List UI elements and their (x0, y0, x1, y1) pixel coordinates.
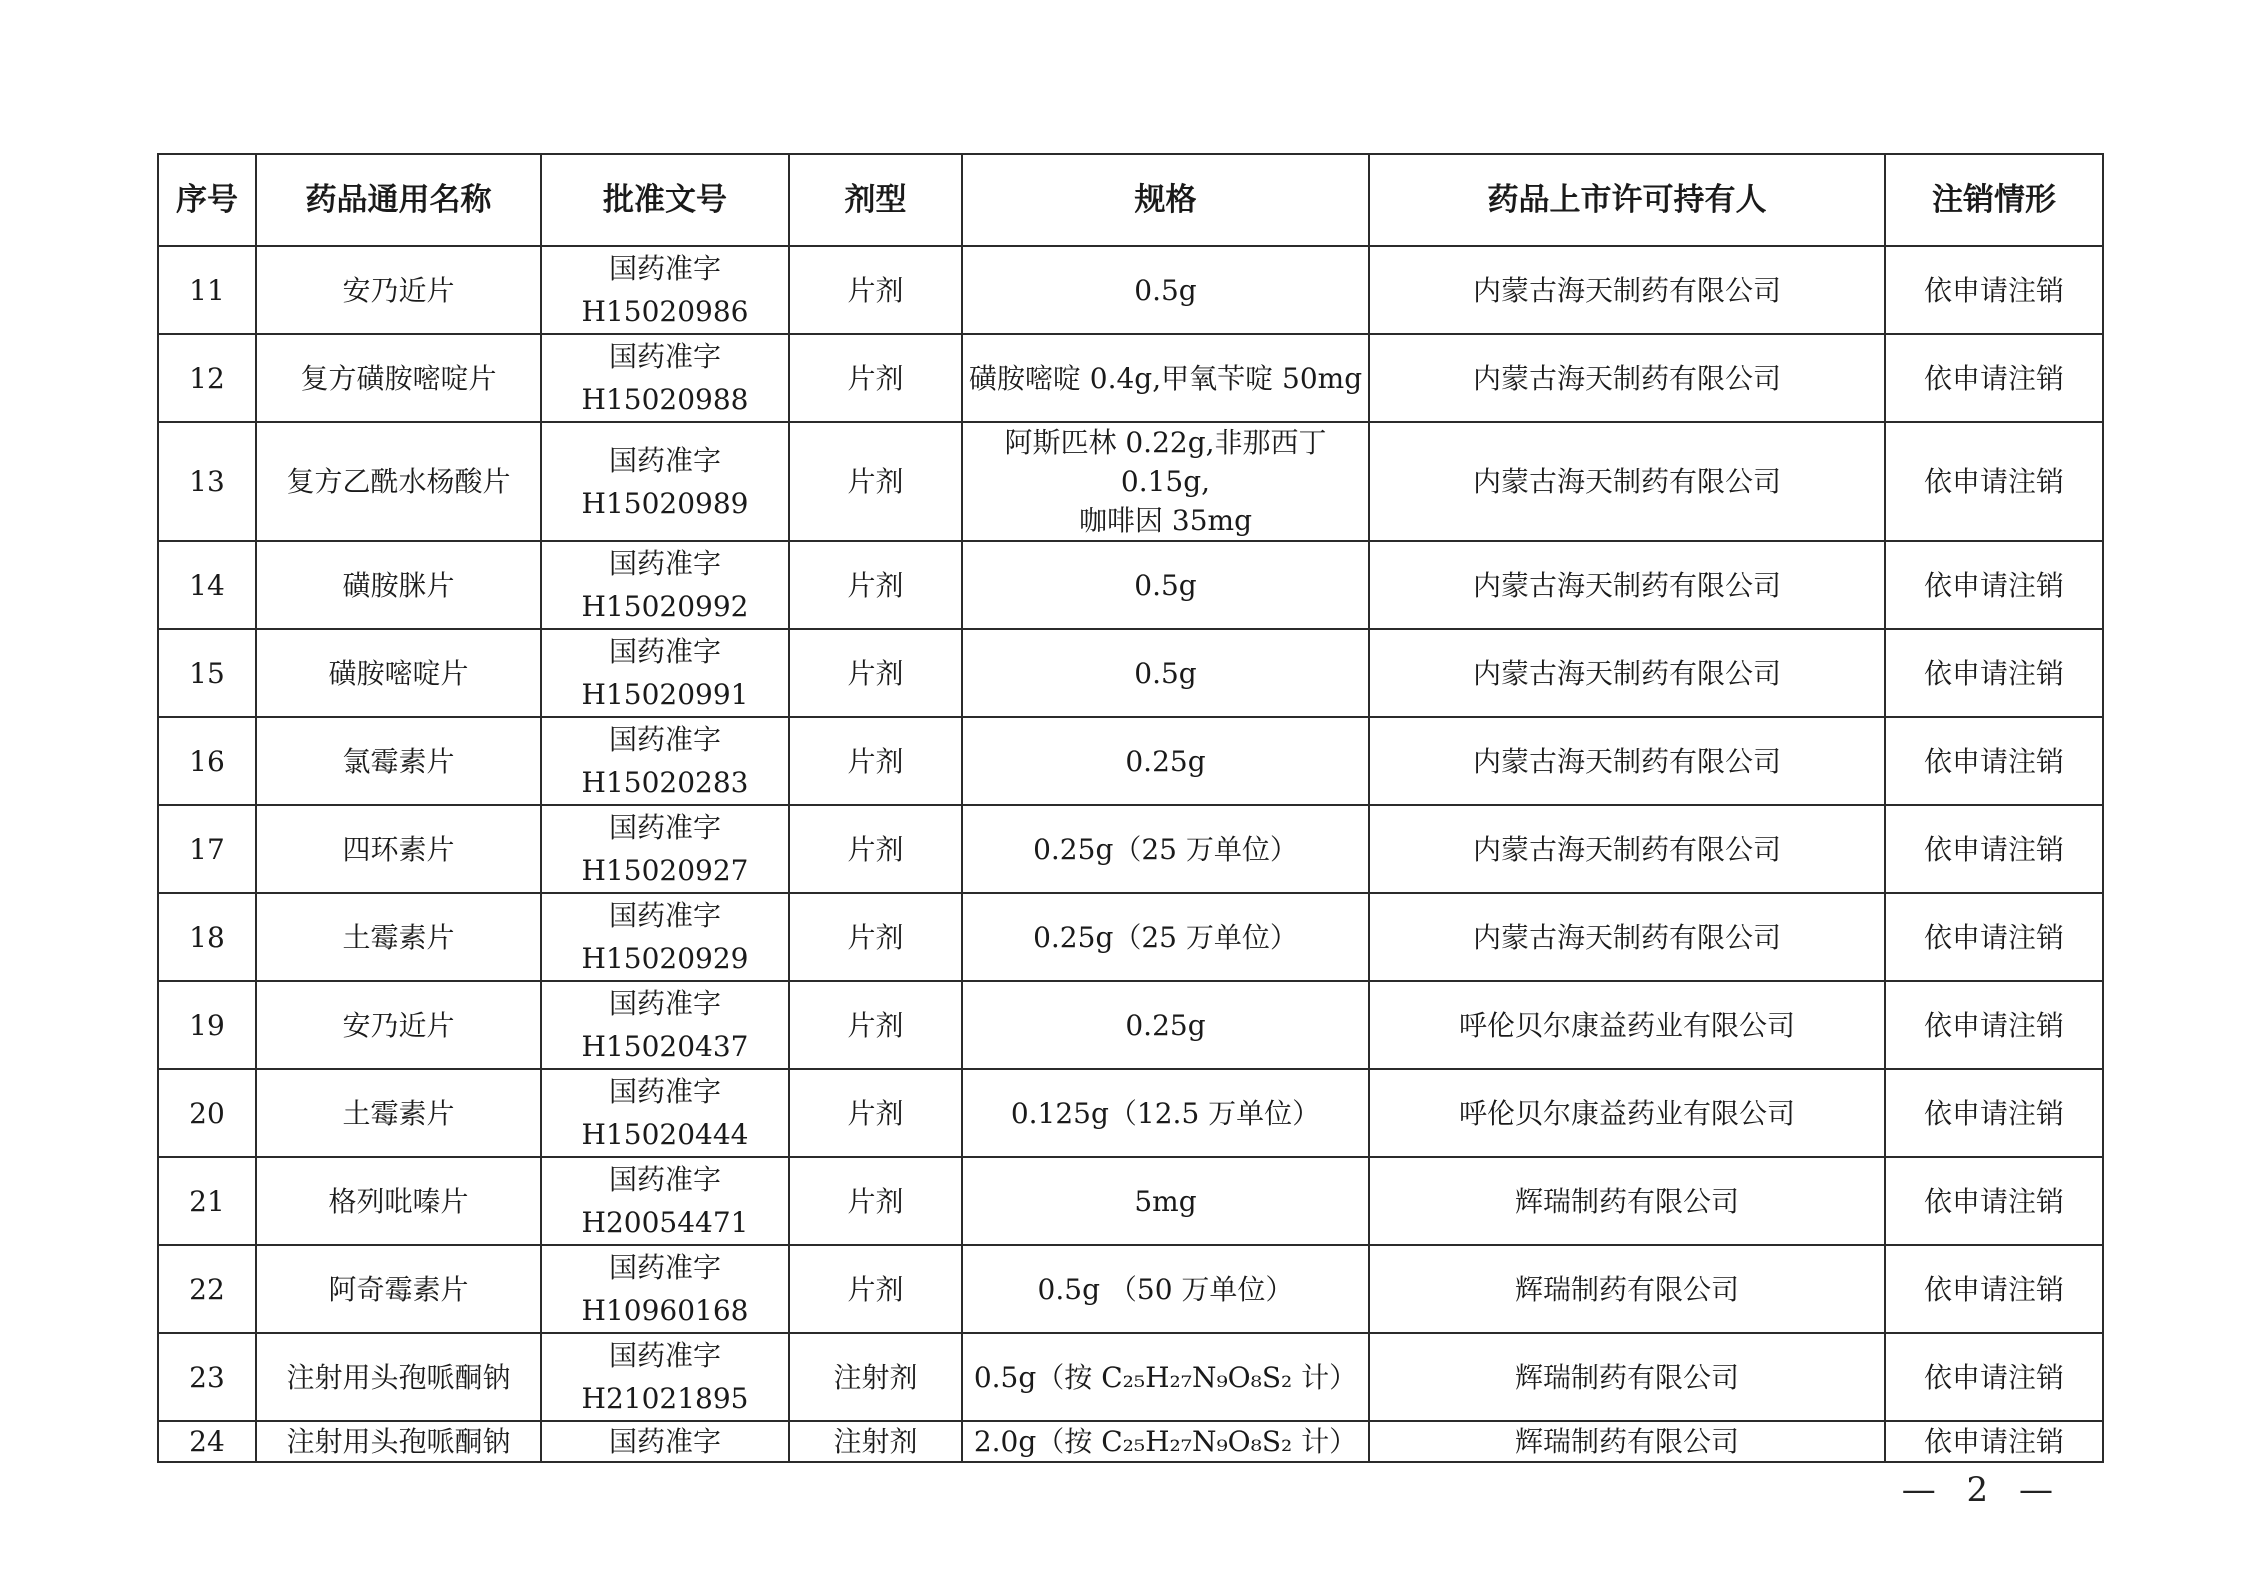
cell-cancellation-status: 依申请注销 (1885, 1157, 2103, 1245)
header-cancellation-status: 注销情形 (1885, 154, 2103, 246)
cell-serial-no: 14 (158, 541, 256, 629)
header-approval-no: 批准文号 (541, 154, 789, 246)
cell-approval-no-text: 国药准字 H15020988 (581, 340, 749, 416)
cell-dosage-form: 注射剂 (789, 1421, 962, 1462)
cell-approval-no (541, 1157, 789, 1245)
cell-serial-no: 19 (158, 981, 256, 1069)
cell-drug-name: 安乃近片 (256, 981, 541, 1069)
cell-drug-name: 注射用头孢哌酮钠 (256, 1333, 541, 1421)
table-row (158, 1069, 2103, 1157)
header-specification: 规格 (962, 154, 1369, 246)
cell-serial-no: 15 (158, 629, 256, 717)
cell-specification-text: 0.25g（25 万单位） (1033, 832, 1298, 866)
cell-specification-text: 0.25g (1125, 744, 1206, 778)
cell-license-holder: 辉瑞制药有限公司 (1369, 1333, 1885, 1421)
table-row (158, 422, 2103, 541)
cell-license-holder: 呼伦贝尔康益药业有限公司 (1369, 1069, 1885, 1157)
cell-license-holder: 内蒙古海天制药有限公司 (1369, 805, 1885, 893)
cell-drug-name: 四环素片 (256, 805, 541, 893)
cell-cancellation-status: 依申请注销 (1885, 334, 2103, 422)
cell-approval-no (541, 893, 789, 981)
cell-cancellation-status: 依申请注销 (1885, 981, 2103, 1069)
table-row (158, 334, 2103, 422)
cell-specification (962, 1245, 1369, 1333)
table-row (158, 1245, 2103, 1333)
cell-cancellation-status: 依申请注销 (1885, 1421, 2103, 1462)
cell-approval-no-text: 国药准字 H15020437 (581, 987, 749, 1063)
cell-specification-text: 0.5g (1134, 656, 1197, 690)
cell-approval-no (541, 1069, 789, 1157)
cell-specification-text: 5mg (1134, 1184, 1197, 1218)
table-row (158, 981, 2103, 1069)
cell-drug-name: 磺胺嘧啶片 (256, 629, 541, 717)
table-row (158, 246, 2103, 334)
cell-serial-no: 24 (158, 1421, 256, 1462)
cell-specification-text: 0.25g（25 万单位） (1033, 920, 1298, 954)
cell-drug-name: 安乃近片 (256, 246, 541, 334)
cell-license-holder: 辉瑞制药有限公司 (1369, 1157, 1885, 1245)
table-row (158, 717, 2103, 805)
cell-cancellation-status: 依申请注销 (1885, 717, 2103, 805)
cell-dosage-form: 片剂 (789, 717, 962, 805)
cell-approval-no (541, 981, 789, 1069)
cell-drug-name: 阿奇霉素片 (256, 1245, 541, 1333)
cell-approval-no (541, 1333, 789, 1421)
cell-approval-no (541, 717, 789, 805)
cell-dosage-form: 片剂 (789, 334, 962, 422)
cell-specification (962, 541, 1369, 629)
cell-specification (962, 422, 1369, 541)
cell-approval-no (541, 1245, 789, 1333)
cell-dosage-form: 片剂 (789, 246, 962, 334)
cell-specification (962, 893, 1369, 981)
cell-dosage-form: 片剂 (789, 893, 962, 981)
cell-cancellation-status: 依申请注销 (1885, 893, 2103, 981)
cell-serial-no: 16 (158, 717, 256, 805)
cell-approval-no (541, 541, 789, 629)
cell-approval-no (541, 334, 789, 422)
cell-cancellation-status: 依申请注销 (1885, 422, 2103, 541)
cell-drug-name: 格列吡嗪片 (256, 1157, 541, 1245)
cell-dosage-form: 片剂 (789, 1245, 962, 1333)
cell-license-holder: 内蒙古海天制药有限公司 (1369, 541, 1885, 629)
cell-serial-no: 13 (158, 422, 256, 541)
cell-drug-name: 复方磺胺嘧啶片 (256, 334, 541, 422)
cell-approval-no (541, 422, 789, 541)
cell-approval-no-text: 国药准字 H20054471 (581, 1163, 749, 1239)
cell-specification (962, 629, 1369, 717)
cell-license-holder: 辉瑞制药有限公司 (1369, 1245, 1885, 1333)
table-row (158, 805, 2103, 893)
header-license-holder: 药品上市许可持有人 (1369, 154, 1885, 246)
cell-drug-name: 注射用头孢哌酮钠 (256, 1421, 541, 1462)
cell-approval-no-text: 国药准字 H15020992 (581, 547, 749, 623)
cell-cancellation-status: 依申请注销 (1885, 1333, 2103, 1421)
cell-license-holder: 内蒙古海天制药有限公司 (1369, 717, 1885, 805)
cell-approval-no-text: 国药准字 H15020927 (581, 811, 749, 887)
cell-serial-no: 11 (158, 246, 256, 334)
cell-cancellation-status: 依申请注销 (1885, 1245, 2103, 1333)
table-row (158, 1157, 2103, 1245)
cell-license-holder: 呼伦贝尔康益药业有限公司 (1369, 981, 1885, 1069)
cell-serial-no: 22 (158, 1245, 256, 1333)
cell-specification-text: 2.0g（按 C₂₅H₂₇N₉O₈S₂ 计） (973, 1425, 1358, 1458)
cell-specification (962, 1421, 1369, 1462)
cell-specification (962, 1333, 1369, 1421)
cell-dosage-form: 注射剂 (789, 1333, 962, 1421)
cell-approval-no-text: 国药准字 H21021895 (581, 1339, 749, 1415)
cell-drug-name: 磺胺脒片 (256, 541, 541, 629)
cell-dosage-form: 片剂 (789, 805, 962, 893)
cell-serial-no: 17 (158, 805, 256, 893)
cell-approval-no-text: 国药准字 H15020283 (581, 723, 749, 799)
cell-specification-text: 阿斯匹林 0.22g,非那西丁 0.15g, 咖啡因 35mg (1004, 426, 1327, 537)
cell-dosage-form: 片剂 (789, 1157, 962, 1245)
cell-license-holder: 内蒙古海天制药有限公司 (1369, 422, 1885, 541)
cell-specification-text: 0.25g (1125, 1008, 1206, 1042)
cell-serial-no: 23 (158, 1333, 256, 1421)
cell-license-holder: 内蒙古海天制药有限公司 (1369, 246, 1885, 334)
cell-specification (962, 981, 1369, 1069)
cell-approval-no-text: 国药准字 H15020991 (581, 635, 749, 711)
cell-specification (962, 805, 1369, 893)
table-row (158, 893, 2103, 981)
cell-license-holder: 内蒙古海天制药有限公司 (1369, 629, 1885, 717)
cell-specification-text: 0.5g（按 C₂₅H₂₇N₉O₈S₂ 计） (973, 1360, 1358, 1394)
cell-approval-no-text: 国药准字 H15020929 (581, 899, 749, 975)
cell-approval-no-text: 国药准字 H15020986 (581, 252, 749, 328)
cell-dosage-form: 片剂 (789, 1069, 962, 1157)
cell-specification (962, 717, 1369, 805)
cell-specification-text: 0.5g （50 万单位） (1037, 1272, 1294, 1306)
cell-dosage-form: 片剂 (789, 422, 962, 541)
cell-license-holder: 内蒙古海天制药有限公司 (1369, 893, 1885, 981)
cell-drug-name: 土霉素片 (256, 893, 541, 981)
cell-cancellation-status: 依申请注销 (1885, 629, 2103, 717)
table-row (158, 1421, 2103, 1462)
cell-approval-no (541, 246, 789, 334)
cell-approval-no-text: 国药准字 H10960168 (581, 1251, 749, 1327)
cell-approval-no (541, 629, 789, 717)
cell-approval-no (541, 1421, 789, 1462)
cell-license-holder: 内蒙古海天制药有限公司 (1369, 334, 1885, 422)
cell-cancellation-status: 依申请注销 (1885, 246, 2103, 334)
cell-drug-name: 复方乙酰水杨酸片 (256, 422, 541, 541)
cell-approval-no-text: 国药准字 H15020444 (581, 1075, 749, 1151)
cell-specification (962, 246, 1369, 334)
cancellation-table (157, 153, 2104, 1463)
cell-serial-no: 20 (158, 1069, 256, 1157)
header-serial-no: 序号 (158, 154, 256, 246)
cell-approval-no-text: 国药准字 (608, 1425, 721, 1458)
cell-specification-text: 0.5g (1134, 273, 1197, 307)
cell-dosage-form: 片剂 (789, 629, 962, 717)
cell-license-holder: 辉瑞制药有限公司 (1369, 1421, 1885, 1462)
cell-specification (962, 334, 1369, 422)
cell-specification-text: 磺胺嘧啶 0.4g,甲氧苄啶 50mg (968, 361, 1363, 395)
cell-specification (962, 1157, 1369, 1245)
header-drug-name: 药品通用名称 (256, 154, 541, 246)
header-dosage-form: 剂型 (789, 154, 962, 246)
table-row (158, 1333, 2103, 1421)
cell-drug-name: 土霉素片 (256, 1069, 541, 1157)
cell-specification (962, 1069, 1369, 1157)
cell-dosage-form: 片剂 (789, 541, 962, 629)
cell-serial-no: 18 (158, 893, 256, 981)
cell-serial-no: 12 (158, 334, 256, 422)
cell-cancellation-status: 依申请注销 (1885, 541, 2103, 629)
cell-cancellation-status: 依申请注销 (1885, 1069, 2103, 1157)
cell-specification-text: 0.125g（12.5 万单位） (1010, 1096, 1321, 1130)
cell-drug-name: 氯霉素片 (256, 717, 541, 805)
header-row (158, 154, 2103, 246)
table-row (158, 541, 2103, 629)
page-number: — 2 — (1901, 1470, 2063, 1510)
cell-cancellation-status: 依申请注销 (1885, 805, 2103, 893)
cell-approval-no-text: 国药准字 H15020989 (581, 443, 749, 520)
table-row (158, 629, 2103, 717)
cell-specification-text: 0.5g (1134, 568, 1197, 602)
cell-approval-no (541, 805, 789, 893)
cell-dosage-form: 片剂 (789, 981, 962, 1069)
cell-serial-no: 21 (158, 1157, 256, 1245)
